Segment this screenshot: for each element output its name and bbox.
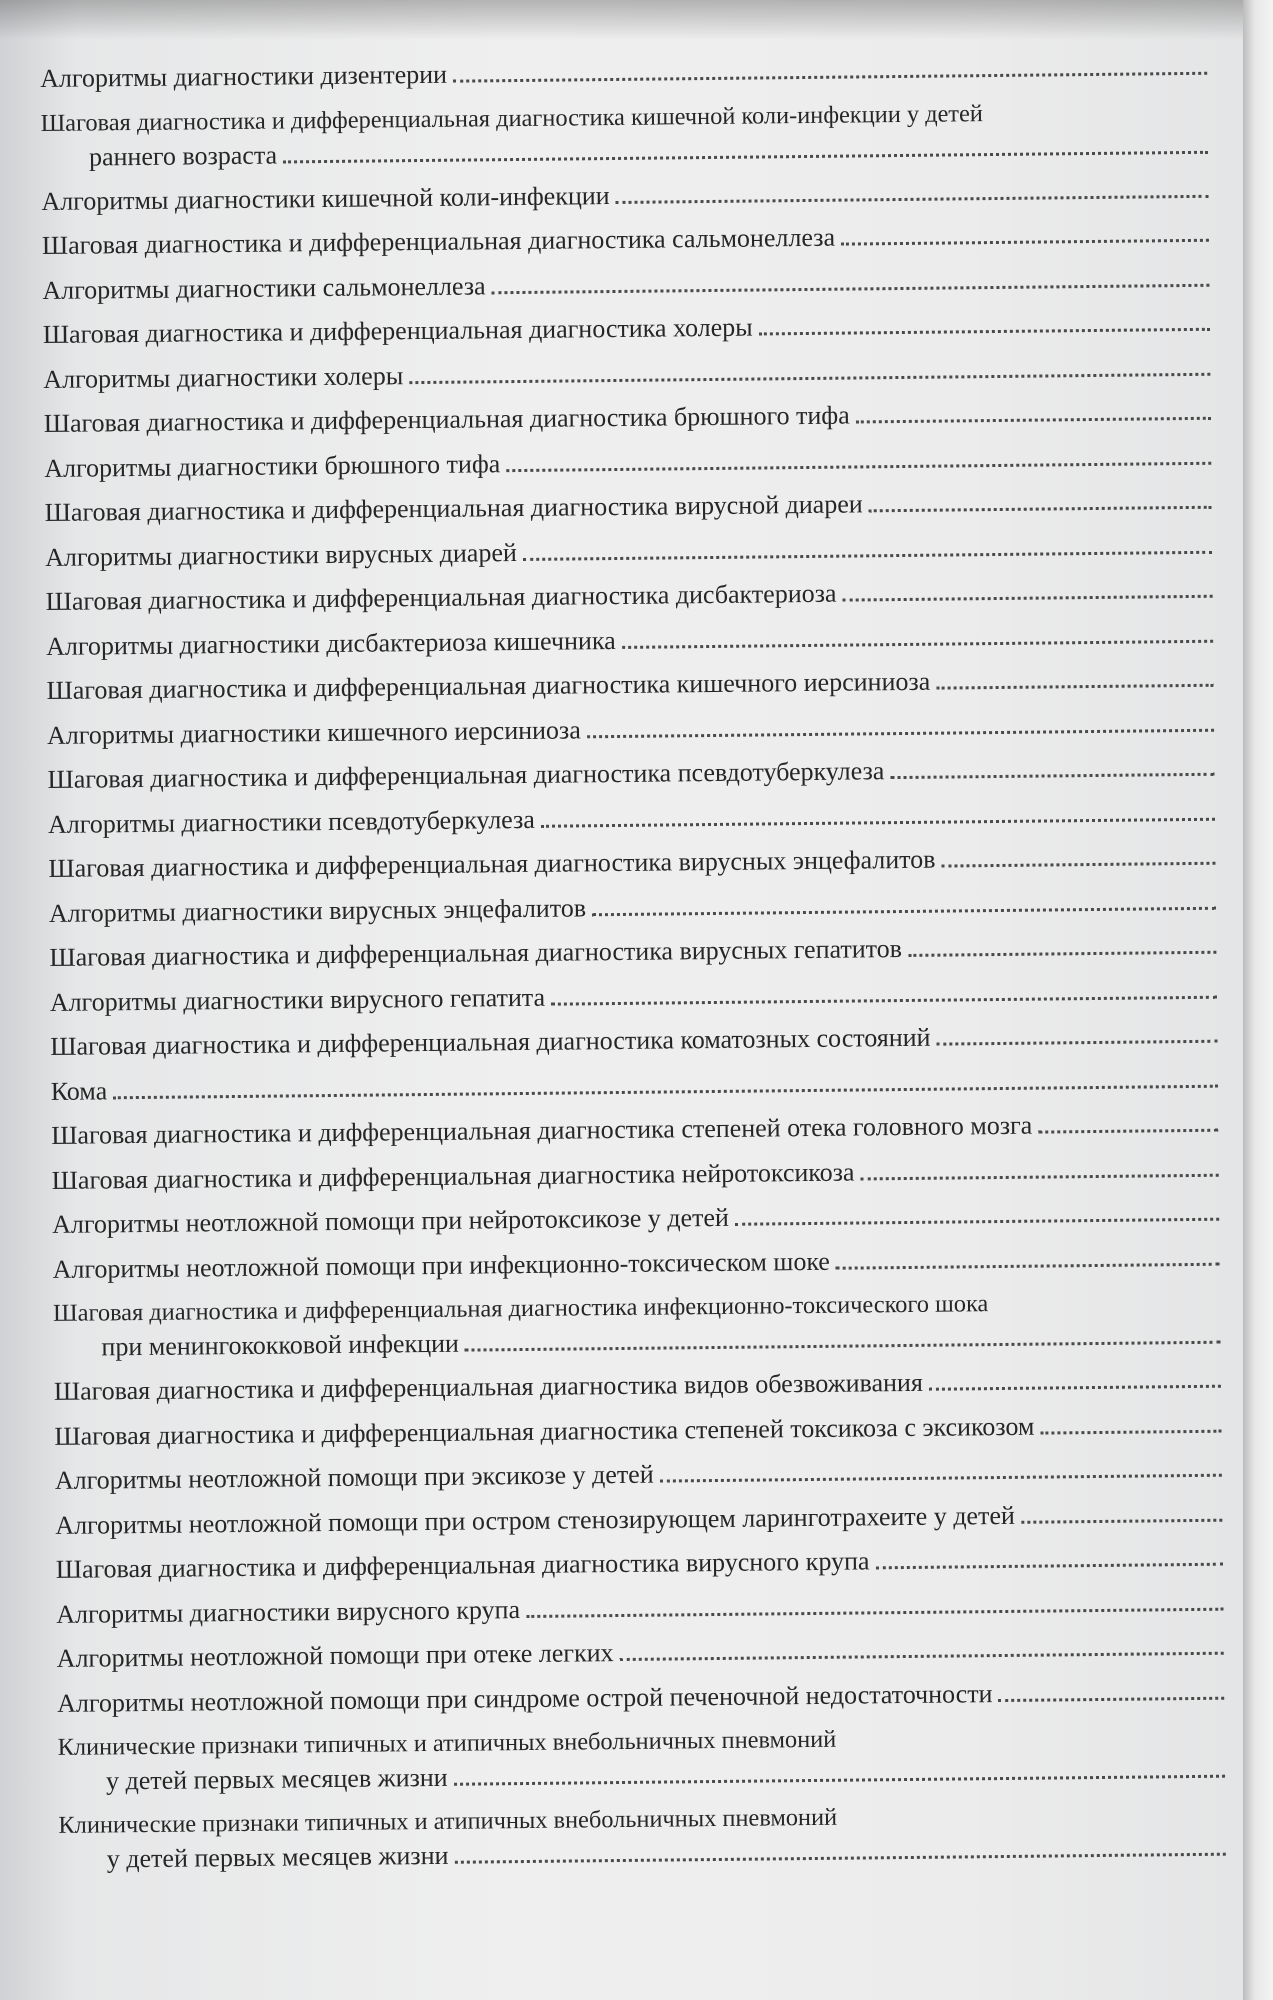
toc-entry [42,216,1237,263]
toc-entry-title: Клинические признаки типичных и атипичных внебольничных пневмоний [58,1803,838,1839]
dot-leader [526,1607,1223,1617]
page-number-cutoff [1222,1106,1246,1140]
toc-entry-title: Шаговая диагностика и дифференциальная диагностика вирусного крупа [55,1546,870,1584]
page-number-cutoff [1213,216,1237,250]
page-number-cutoff [1220,884,1244,918]
toc-entry-title-continuation: при менингококковой инфекции [101,1328,460,1362]
toc-entry [45,572,1240,619]
toc-entry-title: Алгоритмы диагностики брюшного тифа [44,448,501,483]
dot-leader [937,1040,1218,1046]
dot-leader [660,1474,1222,1483]
toc-entry-title: Алгоритмы диагностики холеры [43,360,404,394]
dot-leader [454,1853,1225,1864]
toc-entry [49,928,1244,975]
dot-leader [409,372,1210,383]
toc-entry-title: Алгоритмы неотложной помощи при инфекционно-токсическом шоке [52,1246,831,1284]
toc-entry [51,1062,1246,1109]
toc-entry [53,1284,1249,1365]
toc-entry [52,1195,1247,1242]
dot-leader [1038,1129,1218,1134]
dot-leader [929,1385,1221,1391]
dot-leader [541,817,1215,827]
page-number-cutoff [1219,795,1243,829]
page-number-cutoff [1223,1240,1247,1274]
dot-leader [1040,1429,1221,1434]
toc-entry-title: Шаговая диагностика и дифференциальная диагностика степеней токсикоза с эксикозом [54,1411,1035,1451]
dot-leader [860,1173,1218,1180]
toc-entry-title: Шаговая диагностика и дифференциальная диагностика псевдотуберкулеза [47,756,885,794]
table-of-contents [40,49,1254,1886]
page-number-cutoff [1214,350,1238,384]
toc-entry-title: Алгоритмы неотложной помощи при нейротоксикозе у детей [52,1202,730,1239]
page-number-cutoff [1226,1496,1250,1530]
page-number-cutoff [1216,572,1240,606]
page-number-cutoff [1219,839,1243,873]
page-number-cutoff [1212,172,1236,206]
toc-entry [40,49,1235,96]
dot-leader [908,951,1216,957]
page-number-cutoff [1221,973,1245,1007]
toc-entry-title: Шаговая диагностика и дифференциальная диагностика видов обезвоживания [53,1367,923,1406]
toc-entry [40,94,1236,175]
page-number-cutoff [1217,661,1241,695]
toc-entry [45,528,1240,575]
page-number-cutoff [1212,128,1236,162]
dot-leader [999,1696,1225,1701]
toc-entry-title: Алгоритмы диагностики дизентерии [40,59,448,93]
page-number-cutoff [1227,1585,1251,1619]
page-top-shadow [0,0,1273,40]
toc-entry [52,1151,1247,1198]
toc-entry-title: Алгоритмы диагностики кишечного иерсиниоза [46,714,581,750]
page-number-cutoff [1225,1362,1249,1396]
toc-entry-title: Алгоритмы диагностики дисбактериоза кишечника [45,625,616,661]
page-number-cutoff [1218,706,1242,740]
dot-leader [620,1652,1224,1661]
toc-entry [42,261,1237,308]
toc-entry-title-continuation: у детей первых месяцев жизни [105,1762,448,1796]
toc-entry [43,350,1238,397]
dot-leader [622,639,1213,648]
toc-entry-title: Шаговая диагностика и дифференциальная диагностика кишечной коли-инфекции у детей [40,99,983,137]
toc-entry [56,1540,1251,1587]
toc-entry-title: Шаговая диагностика и дифференциальная диагностика сальмонеллеза [41,222,836,260]
dot-leader [759,328,1210,336]
dot-leader [843,595,1213,602]
toc-entry [46,661,1241,708]
toc-entry [43,305,1238,352]
page-number-cutoff [1226,1451,1250,1485]
page-number-cutoff [1215,483,1239,517]
dot-leader [587,728,1214,738]
dot-leader [283,150,1208,163]
toc-entry [57,1718,1253,1799]
dot-leader [735,1218,1219,1226]
toc-entry [54,1362,1249,1409]
page-number-cutoff [1230,1830,1254,1864]
page-number-cutoff [1222,1062,1246,1096]
dot-leader [465,1341,1221,1352]
dot-leader [936,684,1213,690]
dot-leader [836,1262,1220,1269]
toc-entry-title: Алгоритмы диагностики сальмонеллеза [42,270,486,305]
toc-entry-title: Шаговая диагностика и дифференциальная диагностика степеней отека головного мозга [51,1110,1033,1150]
page-number-cutoff [1227,1540,1251,1574]
toc-entry-title: Алгоритмы неотложной помощи при отеке легких [56,1638,614,1673]
dot-leader [890,773,1214,779]
toc-entry [54,1407,1249,1454]
dot-leader [869,506,1212,513]
toc-entry-title: Шаговая диагностика и дифференциальная диагностика коматозных состояний [50,1022,931,1061]
toc-entry-title: Алгоритмы диагностики вирусных энцефалитов [48,892,587,928]
page-number-cutoff [1223,1195,1247,1229]
toc-entry [47,750,1242,797]
dot-leader [876,1563,1223,1570]
toc-entry [45,483,1240,530]
dot-leader [841,239,1209,246]
toc-entry [55,1496,1250,1543]
page-number-cutoff [1214,305,1238,339]
page-number-cutoff [1217,617,1241,651]
toc-entry-title: Шаговая диагностика и дифференциальная диагностика вирусных гепатитов [49,934,903,972]
toc-entry-title-continuation: раннего возраста [88,140,278,171]
toc-entry-title: Алгоритмы неотложной помощи при эксикозе у детей [54,1459,654,1495]
page-number-cutoff [1213,261,1237,295]
toc-entry-title: Алгоритмы диагностики вирусного крупа [56,1594,521,1629]
dot-leader [592,906,1216,916]
dot-leader [523,550,1212,560]
page-number-cutoff [1227,1629,1251,1663]
toc-entry-title: Шаговая диагностика и дифференциальная диагностика брюшного тифа [43,400,850,438]
toc-entry-title: Кома [50,1075,108,1106]
page-number-cutoff [1221,1017,1245,1051]
toc-entry-title: Клинические признаки типичных и атипичных внебольничных пневмоний [57,1725,837,1761]
toc-entry [49,884,1244,931]
dot-leader [616,194,1209,203]
page-number-cutoff [1220,928,1244,962]
page-number-cutoff [1215,439,1239,473]
page-number-cutoff [1228,1674,1252,1708]
toc-entry-title: Алгоритмы диагностики кишечной коли-инфекции [41,180,610,216]
toc-entry [57,1674,1252,1721]
toc-entry [48,795,1243,842]
page-number-cutoff [1215,394,1239,428]
toc-entry-title: Шаговая диагностика и дифференциальная диагностика дисбактериоза [45,578,837,616]
toc-entry [57,1629,1252,1676]
toc-entry-title: Шаговая диагностика и дифференциальная диагностика кишечного иерсиниоза [46,666,931,705]
toc-entry [51,1106,1246,1153]
page-number-cutoff [1224,1318,1248,1352]
toc-entry [47,706,1242,753]
toc-entry [41,172,1236,219]
toc-entry-title: Шаговая диагностика и дифференциальная диагностика нейротоксикоза [51,1157,855,1195]
toc-entry [56,1585,1251,1632]
page-number-cutoff [1229,1752,1253,1786]
toc-entry-title: Шаговая диагностика и дифференциальная диагностика вирусных энцефалитов [48,844,936,883]
toc-entry-title-continuation: у детей первых месяцев жизни [106,1840,449,1874]
dot-leader [454,1775,1225,1786]
page-number-cutoff [1222,1151,1246,1185]
dot-leader [453,72,1207,83]
toc-entry [46,617,1241,664]
toc-entry-title: Алгоритмы диагностики вирусного гепатита [49,982,546,1017]
dot-leader [113,1084,1218,1099]
toc-entry [50,1017,1245,1064]
dot-leader [856,417,1211,424]
toc-entry [58,1796,1254,1877]
toc-entry-title: Алгоритмы неотложной помощи при синдроме острой печеночной недостаточности [57,1678,993,1718]
toc-entry-title: Алгоритмы диагностики вирусных диарей [45,537,517,572]
toc-entry-title: Шаговая диагностика и дифференциальная диагностика вирусной диареи [44,489,863,527]
toc-entry-title: Алгоритмы диагностики псевдотуберкулеза [47,804,536,839]
toc-entry [48,839,1243,886]
toc-entry-title: Алгоритмы неотложной помощи при остром стенозирующем ларинготрахеите у детей [55,1500,1015,1540]
toc-entry [44,439,1239,486]
toc-entry [50,973,1245,1020]
toc-entry [44,394,1239,441]
page-number-cutoff [1225,1407,1249,1441]
page-number-cutoff [1211,49,1235,83]
toc-entry [52,1240,1247,1287]
dot-leader [551,995,1217,1005]
toc-entry-title: Шаговая диагностика и дифференциальная диагностика инфекционно-токсического шока [52,1290,989,1327]
page-number-cutoff [1216,528,1240,562]
dot-leader [506,461,1211,471]
toc-entry [55,1451,1250,1498]
toc-entry-title: Шаговая диагностика и дифференциальная диагностика холеры [42,312,753,349]
dot-leader [942,862,1216,868]
dot-leader [1021,1518,1222,1523]
page-number-cutoff [1218,750,1242,784]
dot-leader [492,283,1210,294]
